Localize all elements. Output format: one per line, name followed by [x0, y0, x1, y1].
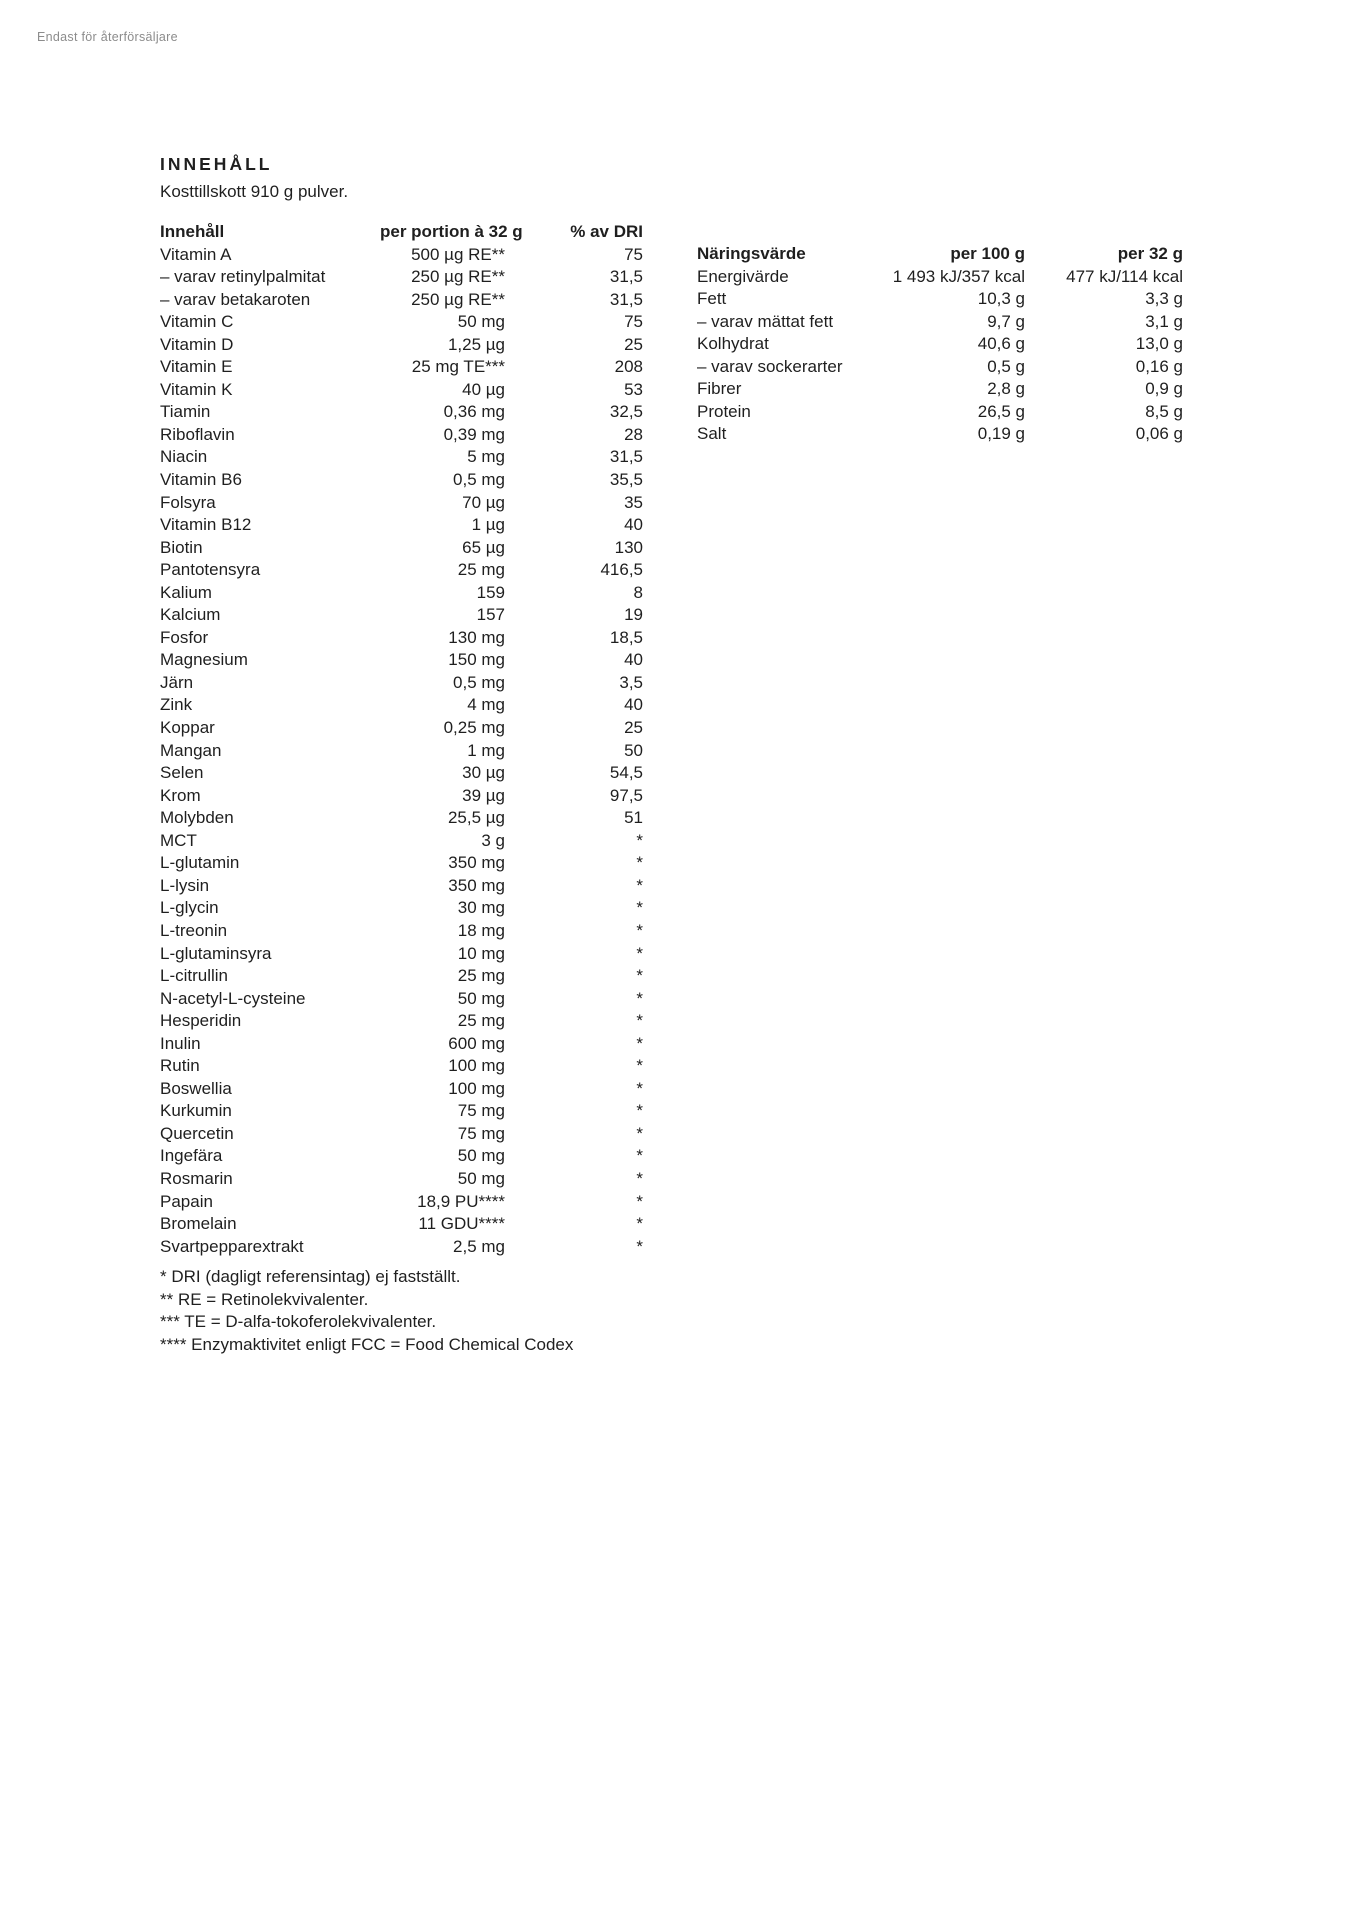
- nutrient-per-100g-value: 2,8 g: [987, 379, 1025, 399]
- ingredient-name: N-acetyl-L-cysteine: [160, 988, 306, 1008]
- ingredient-dri-value: 35: [624, 492, 643, 512]
- ingredient-amount: 18 mg: [457, 920, 505, 940]
- table-row: [160, 289, 643, 312]
- table-row: [160, 897, 643, 920]
- ingredient-name: Papain: [160, 1191, 213, 1211]
- table-row: [160, 717, 643, 740]
- footnote-line: *** TE = D-alfa-tokoferolekvivalenter.: [160, 1312, 437, 1332]
- table-row: [160, 1168, 643, 1191]
- ingredient-name: Vitamin D: [160, 334, 234, 354]
- ingredient-name: L-citrullin: [160, 966, 229, 986]
- nutrition-table-body: [697, 266, 1183, 446]
- ingredient-dri-value: *: [636, 853, 643, 873]
- table-row: [160, 852, 643, 875]
- nutrient-per-100g-value: 40,6 g: [977, 334, 1025, 354]
- ingredient-name: Mangan: [160, 740, 222, 760]
- footnote-line: ** RE = Retinolekvivalenter.: [160, 1289, 369, 1309]
- ingredient-amount: 70 µg: [462, 492, 505, 512]
- ingredient-name: Järn: [160, 672, 194, 692]
- ingredient-amount: 350 mg: [448, 853, 505, 873]
- nutrient-per-100g-value: 26,5 g: [977, 401, 1025, 421]
- ingredient-name: L-glutamin: [160, 853, 240, 873]
- ingredient-amount: 250 µg RE**: [411, 289, 505, 309]
- ingredient-amount: 18,9 PU****: [417, 1191, 505, 1211]
- table-row: [160, 379, 643, 402]
- ingredient-dri-value: *: [636, 1033, 643, 1053]
- table-row: [160, 604, 643, 627]
- ingredient-amount: 65 µg: [462, 537, 505, 557]
- table-row: [160, 244, 643, 267]
- ingredients-header-dri: % av DRI: [570, 222, 643, 241]
- table-row: [160, 1145, 643, 1168]
- ingredient-amount: 50 mg: [457, 1168, 505, 1188]
- table-row: [160, 469, 643, 492]
- ingredient-name: Magnesium: [160, 650, 248, 670]
- nutrient-per-100g-value: 0,19 g: [977, 424, 1025, 444]
- ingredient-dri-value: 54,5: [609, 763, 643, 783]
- table-row: [160, 762, 643, 785]
- nutrient-per-100g-value: 9,7 g: [987, 311, 1025, 331]
- table-row: [160, 266, 643, 289]
- table-row: [160, 1033, 643, 1056]
- nutrient-per-100g-value: 10,3 g: [977, 289, 1025, 309]
- nutrient-name: – varav mättat fett: [697, 311, 834, 331]
- table-row: [160, 1236, 643, 1259]
- ingredient-amount: 3 g: [481, 830, 505, 850]
- ingredient-amount: 600 mg: [448, 1033, 505, 1053]
- nutrient-per-32g-value: 3,3 g: [1145, 289, 1183, 309]
- ingredient-name: Vitamin E: [160, 357, 233, 377]
- ingredient-dri-value: 18,5: [609, 627, 643, 647]
- ingredient-amount: 10 mg: [457, 943, 505, 963]
- nutrient-per-32g-value: 0,06 g: [1135, 424, 1183, 444]
- table-row: [160, 1100, 643, 1123]
- table-row: [697, 333, 1183, 356]
- table-row: [160, 807, 643, 830]
- nutrition-table: [697, 243, 1183, 446]
- table-row: [160, 424, 643, 447]
- ingredient-amount: 100 mg: [448, 1078, 505, 1098]
- nutrient-name: Kolhydrat: [697, 334, 769, 354]
- table-row: [160, 649, 643, 672]
- nutrient-per-100g-value: 0,5 g: [987, 356, 1025, 376]
- ingredient-dri-value: *: [636, 1078, 643, 1098]
- ingredient-dri-value: 51: [624, 808, 643, 828]
- nutrient-name: – varav sockerarter: [697, 356, 843, 376]
- ingredient-dri-value: 75: [624, 312, 643, 332]
- ingredient-amount: 100 mg: [448, 1056, 505, 1076]
- ingredient-name: L-glycin: [160, 898, 219, 918]
- table-row: [160, 740, 643, 763]
- ingredient-amount: 30 mg: [457, 898, 505, 918]
- ingredient-amount: 157: [476, 605, 505, 625]
- table-row: [160, 559, 643, 582]
- ingredients-table-header: [160, 221, 643, 244]
- ingredient-amount: 25 mg: [457, 1011, 505, 1031]
- ingredient-dri-value: 19: [624, 605, 643, 625]
- ingredient-amount: 4 mg: [467, 695, 505, 715]
- ingredient-dri-value: *: [636, 898, 643, 918]
- ingredient-name: L-glutaminsyra: [160, 943, 272, 963]
- nutrition-table-header: [697, 243, 1183, 266]
- nutrition-header-name: Näringsvärde: [697, 244, 806, 263]
- ingredient-name: Biotin: [160, 537, 203, 557]
- table-row: [697, 401, 1183, 424]
- table-row: [160, 356, 643, 379]
- nutrient-name: Protein: [697, 401, 751, 421]
- ingredient-name: L-treonin: [160, 920, 228, 940]
- ingredient-amount: 25 mg: [457, 560, 505, 580]
- table-row: [160, 1010, 643, 1033]
- ingredient-name: Molybden: [160, 808, 234, 828]
- ingredient-dri-value: *: [636, 1146, 643, 1166]
- table-row: [697, 423, 1183, 446]
- ingredient-dri-value: *: [636, 1191, 643, 1211]
- ingredient-dri-value: 25: [624, 718, 643, 738]
- nutrient-per-32g-value: 0,16 g: [1135, 356, 1183, 376]
- ingredient-name: Vitamin B6: [160, 470, 242, 490]
- table-row: [697, 356, 1183, 379]
- table-row: [160, 943, 643, 966]
- ingredient-name: Ingefära: [160, 1146, 223, 1166]
- ingredient-amount: 11 GDU****: [418, 1214, 505, 1234]
- reseller-note: Endast för återförsäljare: [37, 30, 178, 44]
- table-row: [160, 875, 643, 898]
- footnote-line: * DRI (dagligt referensintag) ej fastställt.: [160, 1267, 461, 1286]
- ingredient-amount: 50 mg: [457, 312, 505, 332]
- table-row: [160, 582, 643, 605]
- ingredient-name: Kalium: [160, 582, 212, 602]
- ingredient-dri-value: *: [636, 1011, 643, 1031]
- ingredient-amount: 500 µg RE**: [411, 244, 505, 264]
- ingredient-dri-value: *: [636, 1123, 643, 1143]
- ingredient-name: Vitamin K: [160, 379, 233, 399]
- ingredient-dri-value: 53: [624, 379, 643, 399]
- nutrient-per-32g-value: 477 kJ/114 kcal: [1066, 266, 1183, 286]
- table-row: [160, 492, 643, 515]
- ingredient-name: Zink: [160, 695, 193, 715]
- table-row: [160, 1055, 643, 1078]
- ingredient-name: Bromelain: [160, 1214, 237, 1234]
- table-row: [160, 446, 643, 469]
- ingredient-dri-value: *: [636, 875, 643, 895]
- table-row: [160, 627, 643, 650]
- ingredient-name: Pantotensyra: [160, 560, 261, 580]
- nutrition-header-per-32g: per 32 g: [1117, 244, 1183, 263]
- ingredients-table: [160, 221, 643, 1258]
- page-title: INNEHÅLL: [160, 154, 273, 174]
- table-row: [160, 401, 643, 424]
- ingredient-amount: 50 mg: [457, 988, 505, 1008]
- ingredient-amount: 159: [476, 582, 505, 602]
- table-row: [160, 334, 643, 357]
- ingredient-dri-value: 32,5: [609, 402, 643, 422]
- ingredient-name: Tiamin: [160, 402, 211, 422]
- page-subtitle: Kosttillskott 910 g pulver.: [160, 182, 349, 201]
- ingredient-amount: 25,5 µg: [447, 808, 505, 828]
- ingredient-dri-value: 35,5: [609, 470, 643, 490]
- table-row: [160, 785, 643, 808]
- ingredient-amount: 0,39 mg: [443, 424, 505, 444]
- ingredient-amount: 1 µg: [471, 515, 505, 535]
- table-row: [697, 288, 1183, 311]
- ingredient-dri-value: 3,5: [619, 672, 643, 692]
- ingredient-name: Hesperidin: [160, 1011, 242, 1031]
- ingredient-amount: 75 mg: [457, 1101, 505, 1121]
- table-row: [160, 988, 643, 1011]
- ingredient-name: L-lysin: [160, 875, 210, 895]
- ingredient-dri-value: *: [636, 943, 643, 963]
- ingredient-amount: 250 µg RE**: [411, 267, 505, 287]
- ingredient-dri-value: 31,5: [609, 447, 643, 467]
- ingredient-amount: 150 mg: [448, 650, 505, 670]
- table-row: [697, 266, 1183, 289]
- ingredient-name: Selen: [160, 763, 204, 783]
- table-row: [160, 920, 643, 943]
- ingredient-amount: 75 mg: [457, 1123, 505, 1143]
- ingredient-dri-value: *: [636, 988, 643, 1008]
- table-row: [160, 1191, 643, 1214]
- ingredient-dri-value: *: [636, 1214, 643, 1234]
- ingredient-name: Quercetin: [160, 1123, 234, 1143]
- ingredient-amount: 0,25 mg: [443, 718, 505, 738]
- nutrient-per-32g-value: 13,0 g: [1135, 334, 1183, 354]
- table-row: [160, 830, 643, 853]
- ingredient-amount: 1,25 µg: [447, 334, 505, 354]
- footnotes-list: [160, 1266, 573, 1356]
- ingredient-amount: 350 mg: [448, 875, 505, 895]
- ingredient-name: Rosmarin: [160, 1168, 233, 1188]
- ingredient-dri-value: 50: [624, 740, 643, 760]
- ingredient-name: Vitamin B12: [160, 515, 252, 535]
- ingredient-name: – varav betakaroten: [160, 289, 311, 309]
- ingredient-dri-value: *: [636, 1101, 643, 1121]
- nutrient-name: Energivärde: [697, 266, 789, 286]
- ingredient-dri-value: 208: [614, 357, 643, 377]
- nutrient-per-32g-value: 3,1 g: [1145, 311, 1183, 331]
- ingredient-amount: 25 mg TE***: [411, 357, 505, 377]
- table-row: [697, 378, 1183, 401]
- nutrition-header-per-100g: per 100 g: [950, 244, 1025, 263]
- ingredient-name: Vitamin C: [160, 312, 234, 332]
- ingredient-amount: 0,36 mg: [443, 402, 505, 422]
- table-row: [160, 672, 643, 695]
- ingredient-dri-value: 416,5: [600, 560, 643, 580]
- ingredient-name: Boswellia: [160, 1078, 232, 1098]
- footnotes: [160, 1266, 573, 1356]
- ingredient-amount: 30 µg: [462, 763, 505, 783]
- ingredient-name: – varav retinylpalmitat: [160, 267, 326, 287]
- ingredient-name: Folsyra: [160, 492, 216, 512]
- table-row: [160, 514, 643, 537]
- table-row: [160, 965, 643, 988]
- ingredient-dri-value: *: [636, 966, 643, 986]
- ingredients-header-per-portion: per portion à 32 g: [380, 222, 523, 241]
- ingredient-dri-value: *: [636, 1056, 643, 1076]
- ingredient-amount: 40 µg: [462, 379, 505, 399]
- ingredient-name: Rutin: [160, 1056, 200, 1076]
- ingredient-name: Inulin: [160, 1033, 201, 1053]
- ingredient-name: Riboflavin: [160, 424, 235, 444]
- ingredient-amount: 1 mg: [467, 740, 505, 760]
- ingredient-name: Krom: [160, 785, 201, 805]
- nutrient-name: Salt: [697, 424, 727, 444]
- ingredient-dri-value: 8: [633, 582, 643, 602]
- ingredient-name: Koppar: [160, 718, 215, 738]
- ingredient-amount: 5 mg: [467, 447, 505, 467]
- ingredient-amount: 0,5 mg: [453, 470, 505, 490]
- ingredient-dri-value: 25: [624, 334, 643, 354]
- ingredient-dri-value: 75: [624, 244, 643, 264]
- ingredient-dri-value: 28: [624, 424, 643, 444]
- ingredient-dri-value: *: [636, 1236, 643, 1256]
- table-row: [160, 694, 643, 717]
- ingredient-name: Kurkumin: [160, 1101, 232, 1121]
- ingredient-amount: 130 mg: [448, 627, 505, 647]
- ingredient-dri-value: 97,5: [609, 785, 643, 805]
- nutrient-name: Fett: [697, 289, 727, 309]
- nutrient-name: Fibrer: [697, 379, 742, 399]
- ingredient-dri-value: 130: [614, 537, 643, 557]
- nutrient-per-32g-value: 8,5 g: [1145, 401, 1183, 421]
- ingredient-dri-value: 40: [624, 695, 643, 715]
- table-row: [160, 311, 643, 334]
- ingredient-dri-value: *: [636, 830, 643, 850]
- ingredient-dri-value: 40: [624, 515, 643, 535]
- table-row: [160, 537, 643, 560]
- ingredient-name: Fosfor: [160, 627, 209, 647]
- ingredient-amount: 2,5 mg: [453, 1236, 505, 1256]
- table-row: [160, 1123, 643, 1146]
- ingredient-dri-value: 31,5: [609, 289, 643, 309]
- ingredient-amount: 0,5 mg: [453, 672, 505, 692]
- ingredient-name: Kalcium: [160, 605, 221, 625]
- footnote-line: **** Enzymaktivitet enligt FCC = Food Chemical Codex: [160, 1334, 574, 1354]
- nutrient-per-32g-value: 0,9 g: [1145, 379, 1183, 399]
- ingredient-amount: 50 mg: [457, 1146, 505, 1166]
- table-row: [160, 1213, 643, 1236]
- ingredient-name: Vitamin A: [160, 244, 232, 264]
- ingredient-dri-value: 31,5: [609, 267, 643, 287]
- table-row: [697, 311, 1183, 334]
- ingredient-name: MCT: [160, 830, 197, 850]
- ingredient-name: Svartpepparextrakt: [160, 1236, 304, 1256]
- ingredient-name: Niacin: [160, 447, 208, 467]
- ingredients-header-name: Innehåll: [160, 222, 225, 241]
- ingredient-dri-value: 40: [624, 650, 643, 670]
- table-row: [160, 1078, 643, 1101]
- ingredients-table-body: [160, 244, 643, 1259]
- ingredient-dri-value: *: [636, 1168, 643, 1188]
- ingredient-amount: 39 µg: [462, 785, 505, 805]
- ingredient-dri-value: *: [636, 920, 643, 940]
- ingredient-amount: 25 mg: [457, 966, 505, 986]
- nutrient-per-100g-value: 1 493 kJ/357 kcal: [892, 266, 1025, 286]
